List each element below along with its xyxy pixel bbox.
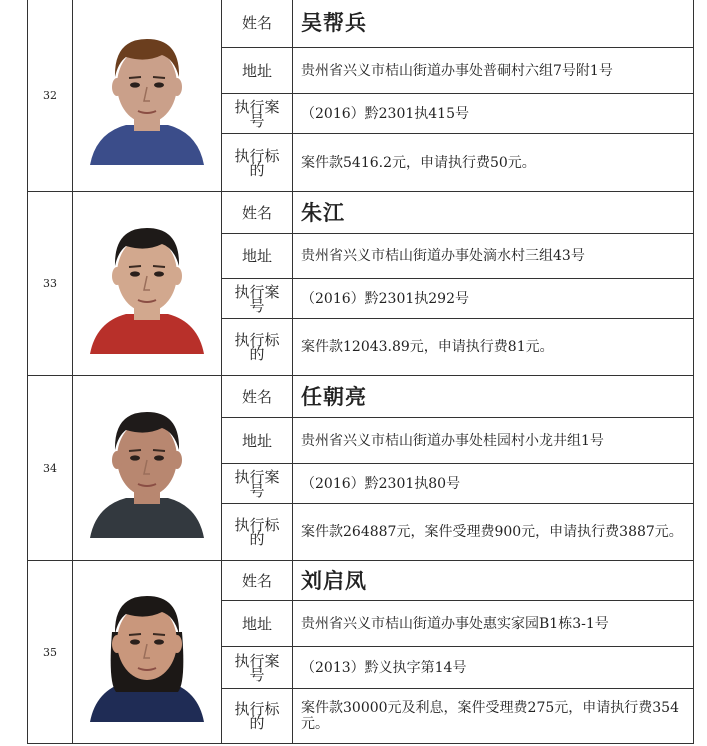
person-name: 任朝亮 — [293, 376, 694, 418]
person-name: 吴帮兵 — [293, 0, 694, 48]
person-row-name — [28, 192, 694, 234]
person-row-name — [28, 0, 694, 48]
case-number-label: 执行案号 — [222, 464, 293, 504]
person-case-number: （2016）黔2301执292号 — [293, 279, 694, 319]
person-index: 34 — [28, 376, 73, 561]
person-name: 朱江 — [293, 192, 694, 234]
person-index: 32 — [28, 0, 73, 192]
person-address: 贵州省兴义市桔山街道办事处滴水村三组43号 — [293, 234, 694, 279]
address-label: 地址 — [222, 418, 293, 464]
execution-target-label: 执行标的 — [222, 689, 293, 744]
person-photo — [73, 192, 222, 376]
person-row-name — [28, 561, 694, 601]
address-label: 地址 — [222, 234, 293, 279]
case-number-label: 执行案号 — [222, 279, 293, 319]
person-index: 35 — [28, 561, 73, 744]
person-name: 刘启凤 — [293, 561, 694, 601]
execution-target-label: 执行标的 — [222, 319, 293, 376]
person-index: 33 — [28, 192, 73, 376]
address-label: 地址 — [222, 601, 293, 647]
case-number-label: 执行案号 — [222, 647, 293, 689]
address-label: 地址 — [222, 48, 293, 94]
person-photo — [73, 376, 222, 561]
person-row-name — [28, 376, 694, 418]
person-address: 贵州省兴义市桔山街道办事处桂园村小龙井组1号 — [293, 418, 694, 464]
person-execution-target: 案件款5416.2元，申请执行费50元。 — [293, 134, 694, 192]
portrait-image — [86, 214, 208, 354]
execution-target-label: 执行标的 — [222, 504, 293, 561]
name-label: 姓名 — [222, 192, 293, 234]
portrait-image — [86, 582, 208, 722]
person-execution-target: 案件款264887元，案件受理费900元，申请执行费3887元。 — [293, 504, 694, 561]
name-label: 姓名 — [222, 561, 293, 601]
person-photo — [73, 0, 222, 192]
case-number-label: 执行案号 — [222, 94, 293, 134]
person-photo — [73, 561, 222, 744]
person-address: 贵州省兴义市桔山街道办事处惠实家园B1栋3-1号 — [293, 601, 694, 647]
execution-target-label: 执行标的 — [222, 134, 293, 192]
debtor-roster-table — [27, 0, 694, 744]
portrait-image — [86, 398, 208, 538]
person-execution-target: 案件款30000元及利息，案件受理费275元，申请执行费354元。 — [293, 689, 694, 744]
person-address: 贵州省兴义市桔山街道办事处普硐村六组7号附1号 — [293, 48, 694, 94]
person-case-number: （2016）黔2301执80号 — [293, 464, 694, 504]
name-label: 姓名 — [222, 376, 293, 418]
person-case-number: （2016）黔2301执415号 — [293, 94, 694, 134]
person-case-number: （2013）黔义执字第14号 — [293, 647, 694, 689]
name-label: 姓名 — [222, 0, 293, 48]
person-execution-target: 案件款12043.89元，申请执行费81元。 — [293, 319, 694, 376]
portrait-image — [86, 25, 208, 165]
